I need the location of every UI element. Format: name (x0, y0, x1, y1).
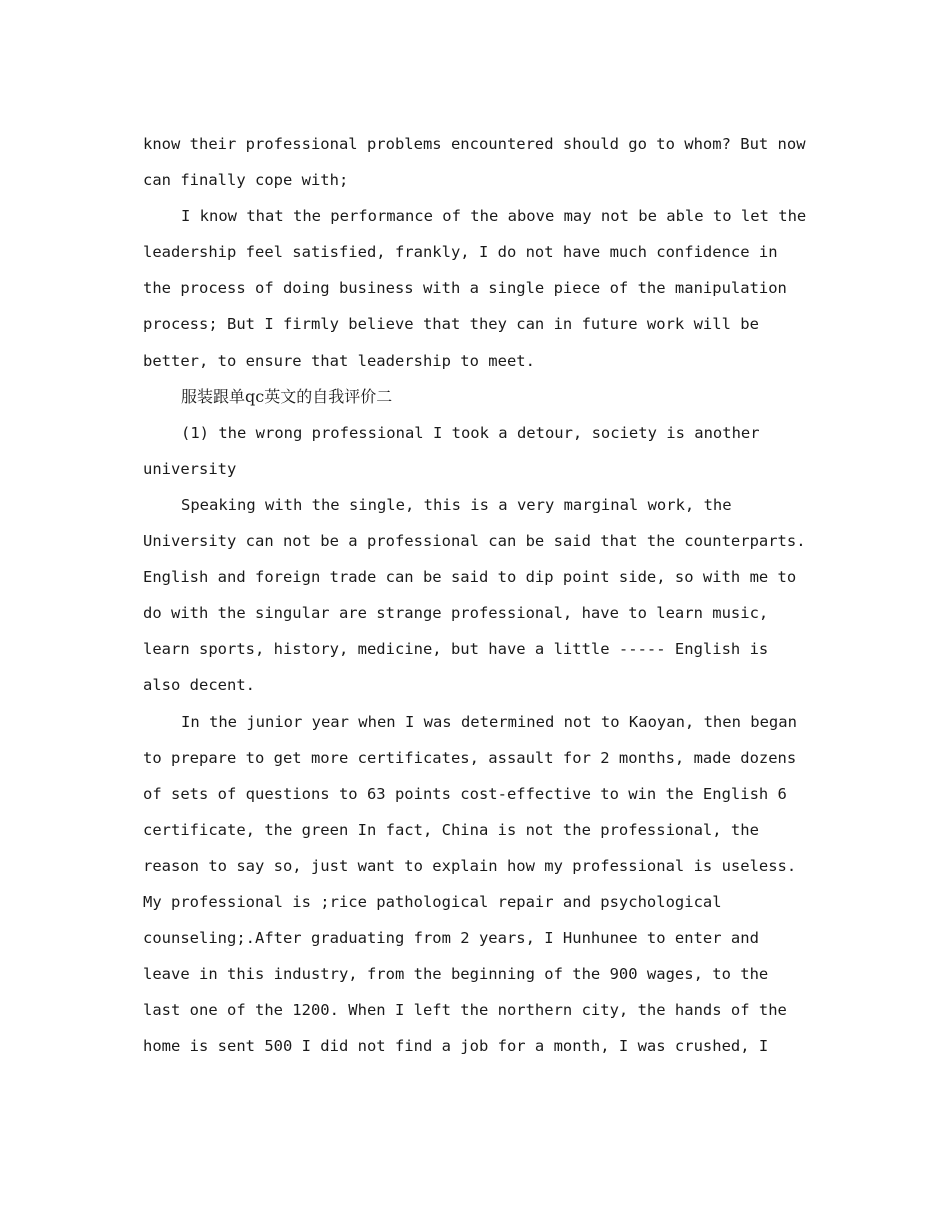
text-line: certificate, the green In fact, China is not the professional, the (143, 820, 759, 839)
text-line: counseling;.After graduating from 2 years, I Hunhunee to enter and (143, 929, 759, 948)
text-line: better, to ensure that leadership to meet. (143, 351, 535, 370)
text-line: of sets of questions to 63 points cost-effective to win the English 6 (143, 784, 787, 803)
text-line: leadership feel satisfied, frankly, I do not have much confidence in (143, 243, 778, 262)
paragraph-start: I know that the performance of the above may not be able to let the (181, 207, 807, 226)
paragraph-start: In the junior year when I was determined not to Kaoyan, then began (181, 712, 797, 731)
section-heading: 服装跟单qc英文的自我评价二 (181, 386, 393, 406)
text-line: home is sent 500 I did not find a job for a month, I was crushed, I (143, 1037, 769, 1056)
text-line: reason to say so, just want to explain how my professional is useless. (143, 856, 797, 875)
document-body (143, 126, 813, 1064)
paragraph-start: (1) the wrong professional I took a detour, society is another (181, 423, 760, 442)
paragraph-start: Speaking with the single, this is a very marginal work, the (181, 495, 732, 514)
text-line: English and foreign trade can be said to dip point side, so with me to (143, 568, 797, 587)
text-line: do with the singular are strange professional, have to learn music, (143, 604, 769, 623)
text-line: university (143, 459, 237, 478)
text-line: University can not be a professional can be said that the counterparts. (143, 532, 806, 551)
text-line: leave in this industry, from the beginning of the 900 wages, to the (143, 965, 769, 984)
text-line: can finally cope with; (143, 171, 349, 190)
text-line: to prepare to get more certificates, assault for 2 months, made dozens (143, 748, 797, 767)
text-line: the process of doing business with a single piece of the manipulation (143, 279, 787, 298)
text-line: learn sports, history, medicine, but have a little ----- English is (143, 640, 769, 659)
text-line: process; But I firmly believe that they can in future work will be (143, 315, 759, 334)
text-line: last one of the 1200. When I left the northern city, the hands of the (143, 1001, 787, 1020)
text-line: know their professional problems encountered should go to whom? But now (143, 135, 806, 153)
text-line: My professional is ;rice pathological repair and psychological (143, 892, 722, 911)
text-line: also decent. (143, 676, 255, 695)
